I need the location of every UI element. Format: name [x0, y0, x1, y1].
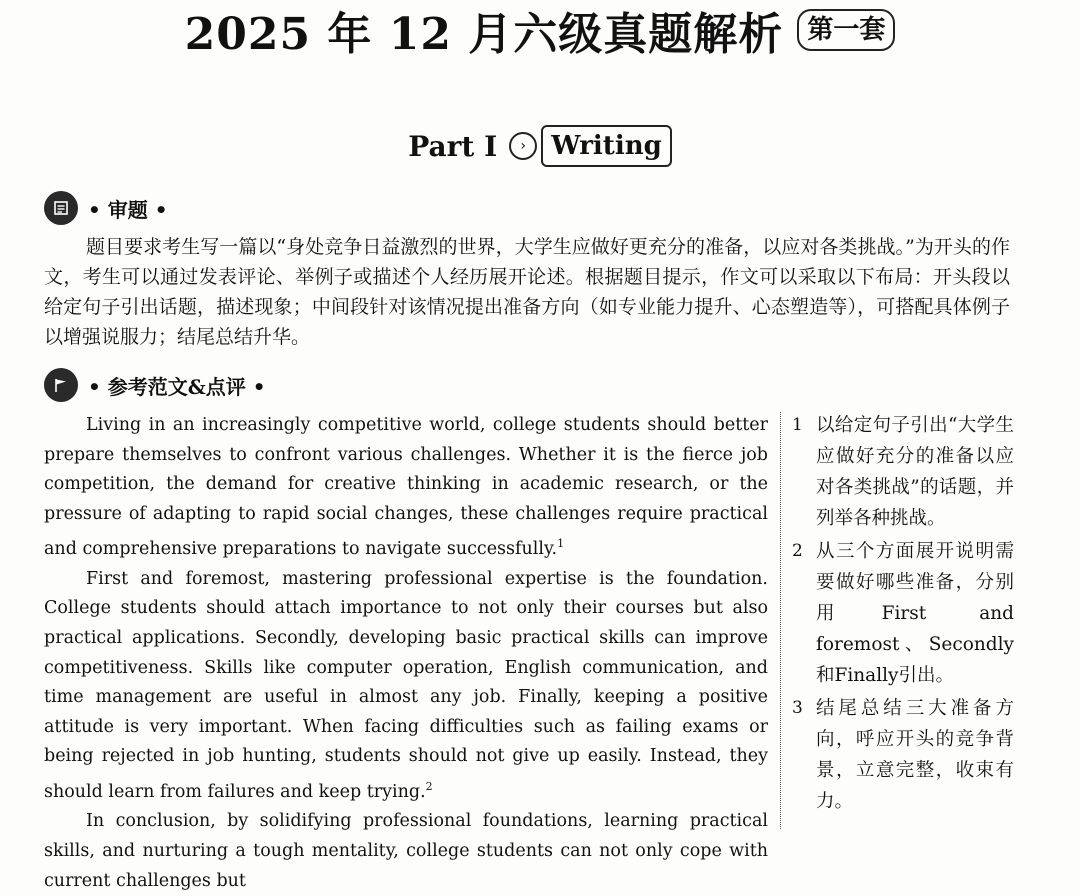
comment-text: 结尾总结三大准备方向，呼应开头的竞争背景，立意完整，收束有力。	[816, 698, 1014, 812]
analysis-paragraph: 题目要求考生写一篇以“身处竞争日益激烈的世界，大学生应做好更充分的准备，以应对各类挑战。”为开头的作文，考生可以通过发表评论、举例子或描述个人经历展开论述。根据题目提示，作文可以采取以下布局：开头段以给定句子引出话题，描述现象；中间段针对该情况提出准备方向（如专业能力提升、心态塑造等），可搭配具体例子以增强说服力；结尾总结升华。	[44, 236, 1010, 348]
flag-icon	[44, 368, 78, 402]
note-ref: 2	[425, 779, 433, 793]
comment-item	[792, 536, 1014, 691]
comments-column	[792, 410, 1014, 819]
page-title: 2025 年 12 月六级真题解析	[184, 9, 784, 60]
essay-paragraph: In conclusion, by solidifying professional foundations, learning practical skills, and nurturing a tough mentality, college students can not only cope with current challenges but	[44, 811, 768, 891]
comment-number: 3	[792, 698, 803, 718]
part-heading	[0, 124, 1080, 168]
chevron-right-circle-icon: ›	[509, 132, 537, 160]
sample-essay	[44, 411, 768, 896]
comment-text: 从三个方面展开说明需要做好哪些准备，分别用First and foremost、Secondly和Finally引出。	[816, 541, 1014, 686]
section-title: • 参考范文&点评 •	[88, 374, 266, 399]
comment-text: 以给定句子引出“大学生应做好充分的准备以应对各类挑战”的话题，并列举各种挑战。	[816, 415, 1014, 529]
comment-item	[792, 693, 1014, 817]
section-heading-analysis	[44, 190, 168, 226]
essay-paragraph: First and foremost, mastering professional expertise is the foundation. College students should attach importance to not only their courses but also practical applications. Secondly, developing basic practical skills can improve competitiveness. Skills like computer operation, English communication, and time management are useful in almost any job. Finally, keeping a positive attitude is very important. When facing difficulties such as failing exams or being rejected in job hunting, students should not give up easily. Instead, they should learn from failures and keep trying.$^2$	[44, 568, 768, 802]
page-header	[0, 0, 1080, 60]
section-title: • 审题 •	[88, 197, 168, 222]
note-ref: 1	[557, 537, 565, 551]
part-number: Part I	[408, 129, 498, 163]
set-tag: 第一套	[797, 9, 895, 51]
document-icon	[44, 191, 78, 225]
comment-item	[792, 410, 1014, 534]
analysis-text	[44, 232, 1010, 352]
column-divider	[780, 412, 781, 829]
section-heading-sample	[44, 367, 266, 403]
part-label: Writing	[541, 125, 672, 167]
comment-number: 2	[792, 541, 803, 561]
essay-paragraph: Living in an increasingly competitive world, college students should better prepare themselves to confront various challenges. Whether it is the fierce job competition, the demand for creative thinking in academic research, or the pressure of adapting to rapid social changes, these challenges require practical and comprehensive preparations to navigate successfully.$^1$	[44, 415, 768, 560]
comment-number: 1	[792, 415, 803, 435]
